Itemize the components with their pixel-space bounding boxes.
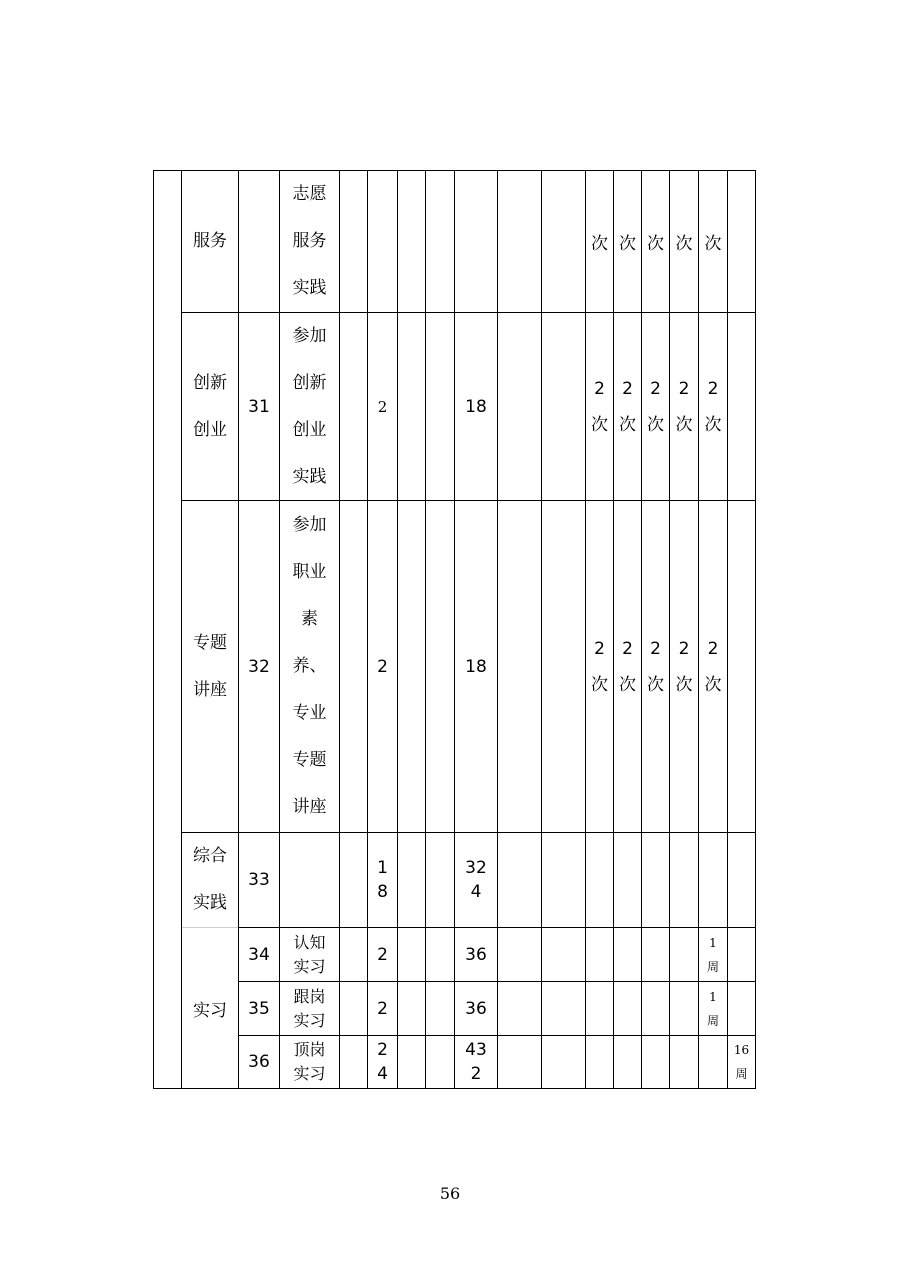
- row-hours: 32 4: [465, 858, 487, 902]
- row-category: 专题 讲座: [193, 632, 227, 700]
- row-semester-4: 2 次: [675, 638, 693, 695]
- row-category: 综合 实践: [193, 846, 227, 913]
- row-semester-1: 次: [591, 234, 608, 254]
- row-category: 服务: [193, 231, 227, 251]
- row-semester-4: 次: [675, 234, 693, 254]
- row-credits: 2: [377, 944, 388, 965]
- row-number: 31: [248, 396, 270, 417]
- row-course-name: 认知 实习: [293, 932, 326, 976]
- row-number: 33: [248, 870, 270, 890]
- row-number: 35: [248, 998, 270, 1019]
- row-credits: 2: [377, 998, 388, 1019]
- row-semester-1: 2 次: [591, 378, 608, 435]
- row-number: 36: [248, 1052, 270, 1072]
- row-course-name: 顶岗 实习: [293, 1040, 326, 1083]
- row-hours: 43 2: [465, 1040, 487, 1084]
- row-semester-5: 1 周: [706, 989, 719, 1028]
- row-number: 34: [248, 944, 270, 965]
- row-course-name: 参加 职业 素 养、 专业 专题 讲座: [292, 515, 327, 817]
- row-hours: 18: [465, 396, 487, 417]
- row-hours: 36: [465, 998, 487, 1019]
- row-number: 32: [248, 656, 270, 677]
- row-semester-1: 2 次: [591, 638, 608, 695]
- row-semester-3: 2 次: [647, 378, 664, 435]
- row-credits: 2: [377, 656, 388, 677]
- row-credits: 2 4: [377, 1040, 388, 1084]
- row-semester-6: 16 周: [733, 1043, 750, 1081]
- row-semester-3: 2 次: [647, 638, 664, 695]
- row-semester-3: 次: [647, 234, 664, 254]
- row-hours: 36: [465, 944, 487, 965]
- row-hours: 18: [465, 656, 487, 677]
- row-category: 创新 创业: [193, 372, 227, 440]
- row-semester-5: 2 次: [704, 378, 722, 435]
- row-credits: 2: [377, 397, 388, 416]
- page-number: 56: [439, 1184, 461, 1203]
- row-semester-2: 2 次: [619, 638, 636, 695]
- row-semester-5: 2 次: [704, 638, 722, 695]
- row-semester-4: 2 次: [675, 378, 693, 435]
- row-course-name: 参加 创新 创业 实践: [292, 325, 327, 487]
- row-semester-5: 1 周: [706, 935, 719, 974]
- row-course-name: 志愿 服务 实践: [292, 184, 327, 298]
- row-semester-5: 次: [704, 234, 722, 254]
- row-category: 实习: [193, 1000, 227, 1021]
- row-credits: 1 8: [377, 858, 388, 902]
- row-semester-2: 次: [619, 234, 636, 254]
- row-semester-2: 2 次: [619, 378, 636, 435]
- row-course-name: 跟岗 实习: [293, 986, 326, 1030]
